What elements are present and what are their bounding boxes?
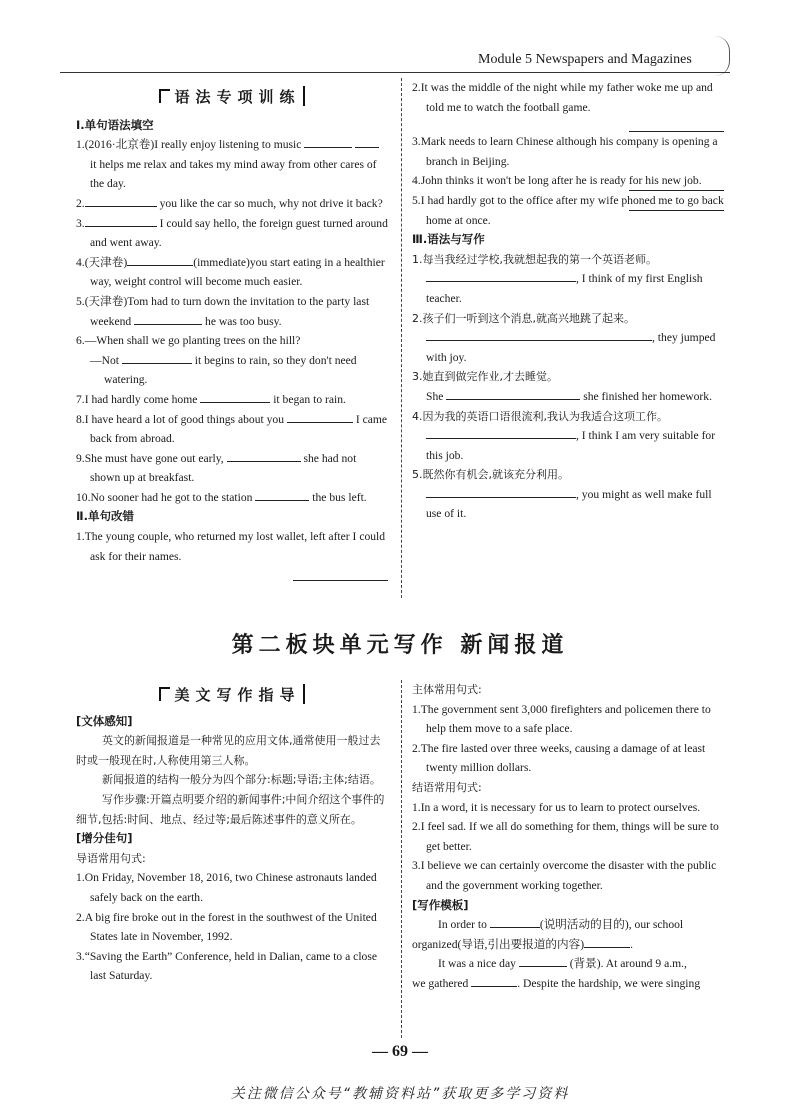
question: 9.She must have gone out early, she had not shown up at breakfast. xyxy=(76,449,388,488)
sentence-pattern: 1.On Friday, November 18, 2016, two Chinese astronauts landed safely back on the earth. xyxy=(76,871,377,904)
question: 2. you like the car so much, why not drive it back? xyxy=(76,194,388,214)
unit-writing-title: 第二板块单元写作 新闻报道 xyxy=(231,633,569,658)
writing-answer: She she finished her homework. xyxy=(412,387,724,407)
pattern-heading: 主体常用句式: xyxy=(412,683,482,696)
paragraph: 英文的新闻报道是一种常见的应用文体,通常使用一般过去时或一般现在时,人称使用第三人称。 xyxy=(76,734,381,767)
writing-patterns-column xyxy=(412,680,724,994)
correction-item: 2.It was the middle of the night while my father woke me up and told me to watch the football game. xyxy=(412,81,713,114)
template-line: we gathered . Despite the hardship, we were singing xyxy=(412,974,724,994)
header-decoration xyxy=(715,36,730,76)
writing-answer: , I think I am very suitable for this job. xyxy=(412,426,724,465)
subsection-heading: [写作模板] xyxy=(412,897,469,912)
correction-item: 1.The young couple, who returned my lost wallet, left after I could ask for their names. xyxy=(76,530,386,563)
question: 3. I could say hello, the foreign guest turned around and went away. xyxy=(76,214,388,253)
writing-prompt: 5.既然你有机会,就该充分利用。 xyxy=(412,468,569,482)
question: 6.—When shall we go planting trees on the hill? xyxy=(76,334,301,348)
writing-answer: , you might as well make full use of it. xyxy=(412,485,724,524)
template-line: It was a nice day (背景). At around 9 a.m., xyxy=(412,954,724,974)
header-rule xyxy=(60,72,730,73)
grammar-practice-column xyxy=(76,86,388,581)
paragraph: 新闻报道的结构一般分为四个部分:标题;导语;主体;结语。 xyxy=(102,773,381,787)
writing-guide-title: 美文写作指导 xyxy=(76,684,388,706)
module-header: Module 5 Newspapers and Magazines xyxy=(478,52,692,67)
section-title: Ⅱ.单句改错 xyxy=(76,509,134,524)
correction-item: 3.Mark needs to learn Chinese although his company is opening a branch in Beijing. xyxy=(412,135,718,168)
question: —Not it begins to rain, so they don't need watering. xyxy=(76,351,388,390)
question: 8.I have heard a lot of good things about you I came back from abroad. xyxy=(76,410,388,449)
section-title: Ⅲ.语法与写作 xyxy=(412,232,485,247)
grammar-practice-title: 语法专项训练 xyxy=(76,86,388,108)
answer-line xyxy=(412,117,724,132)
sentence-pattern: 1.In a word, it is necessary for us to learn to protect ourselves. xyxy=(412,800,701,814)
template-line: In order to (说明活动的目的), our school organized(导语,引出要报道的内容) . xyxy=(412,915,724,954)
writing-guide-column xyxy=(76,684,388,986)
writing-prompt: 2.孩子们一听到这个消息,就高兴地跳了起来。 xyxy=(412,311,635,325)
paragraph: 写作步骤:开篇点明要介绍的新闻事件;中间介绍这个事件的细节,包括:时间、地点、经过等;最后陈述事件的意义所在。 xyxy=(76,792,385,826)
question: 5.(天津卷)Tom had to turn down the invitation to the party last weekend he was too busy. xyxy=(76,294,370,328)
writing-answer: , I think of my first English teacher. xyxy=(412,269,724,308)
sentence-pattern: 2.A big fire broke out in the forest in the southwest of the United States late in November, 1992. xyxy=(76,910,377,944)
writing-answer: , they jumped with joy. xyxy=(412,328,724,367)
column-divider-top xyxy=(401,78,402,598)
subsection-heading: [增分佳句] xyxy=(76,831,133,846)
question: 10.No sooner had he got to the station the bus left. xyxy=(76,488,388,508)
section-title: Ⅰ.单句语法填空 xyxy=(76,117,154,132)
correction-item: 5.I had hardly got to the office after my wife phoned me to go back home at once. xyxy=(412,193,724,227)
bookmark-icon xyxy=(159,89,170,103)
correction-writing-column xyxy=(412,78,724,524)
writing-prompt: 1.每当我经过学校,我就想起我的第一个英语老师。 xyxy=(412,252,657,266)
bookmark-icon xyxy=(159,687,170,701)
sentence-pattern: 2.I feel sad. If we all do something for them, things will be sure to get better. xyxy=(412,820,719,853)
correction-item: 4.John thinks it won't be long after he is ready for his new job. xyxy=(412,171,724,191)
page-number: — 69 — xyxy=(372,1043,428,1060)
question: 1.(2016·北京卷)I really enjoy listening to music it helps me relax and takes my mind away from other cares of the day. xyxy=(76,135,388,194)
footer-note: 关注微信公众号“教辅资料站”获取更多学习资料 xyxy=(230,1086,570,1102)
question: 7.I had hardly come home it began to rain. xyxy=(76,390,388,410)
sentence-pattern: 3.I believe we can certainly overcome the disaster with the public and the government working together. xyxy=(412,859,717,892)
writing-prompt: 4.因为我的英语口语很流利,我认为我适合这项工作。 xyxy=(412,409,668,423)
writing-prompt: 3.她直到做完作业,才去睡觉。 xyxy=(412,370,558,384)
pattern-heading: 结语常用句式: xyxy=(412,780,482,794)
column-divider-bottom xyxy=(401,680,402,1038)
sentence-pattern: 1.The government sent 3,000 firefighters and policemen there to help them move to a safe place. xyxy=(412,702,711,736)
pattern-heading: 导语常用句式: xyxy=(76,851,146,865)
sentence-pattern: 2.The fire lasted over three weeks, causing a damage of at least twenty million dollars. xyxy=(412,741,706,775)
question: 4.(天津卷) (immediate)you start eating in a healthier way, weight control will become much easier. xyxy=(76,253,388,292)
sentence-pattern: 3.“Saving the Earth” Conference, held in Dalian, came to a close last Saturday. xyxy=(76,949,377,983)
subsection-heading: [文体感知] xyxy=(76,713,133,728)
